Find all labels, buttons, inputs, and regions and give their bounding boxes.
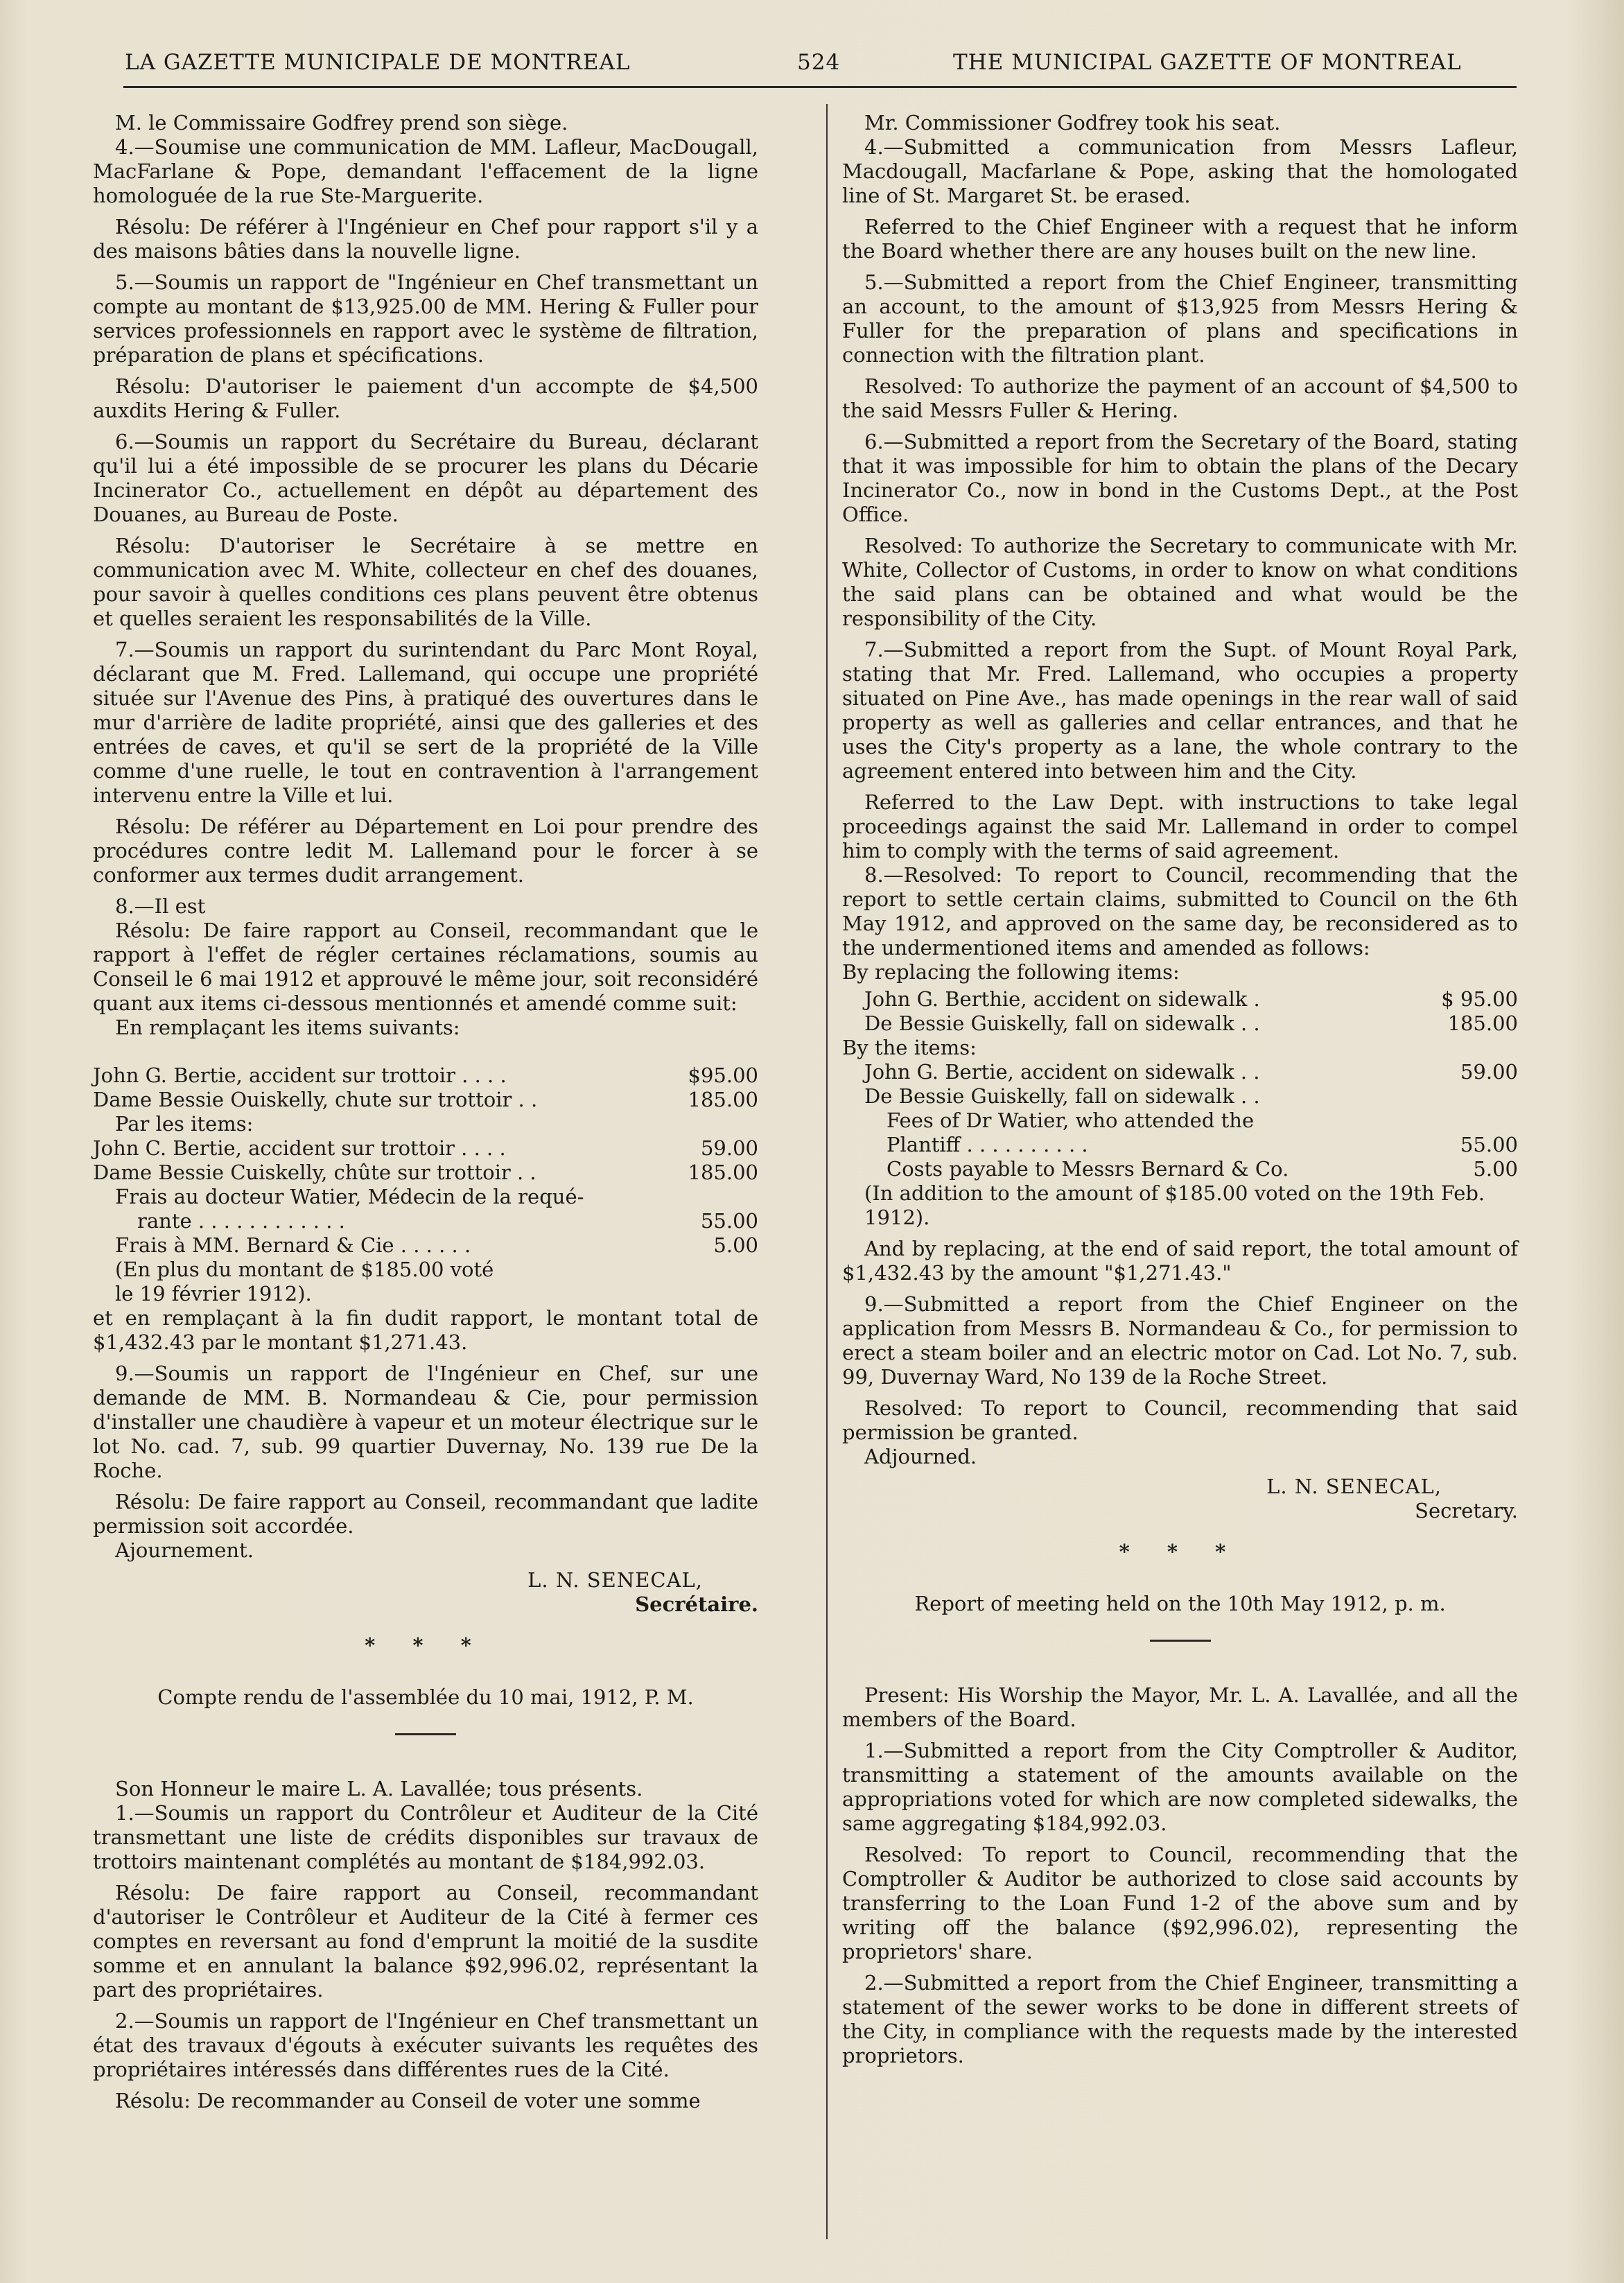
french-column: [93, 111, 758, 2113]
list-subheading: Par les items:: [115, 1112, 254, 1136]
english-column: [842, 111, 1518, 2068]
list-item: Costs payable to Messrs Bernard & Co. 5.00: [887, 1157, 1518, 1181]
paragraph: Resolved: To authorize the payment of an account of $4,500 to the said Messrs Fuller & Hering.: [842, 374, 1518, 422]
signature-title: Secrétaire.: [635, 1592, 758, 1616]
paragraph: Résolu: De référer au Département en Loi pour prendre des procédures contre ledit M. Lallemand pour le forcer à se conformer aux termes dudit arrangement.: [93, 815, 758, 887]
report-title: Report of meeting held on the 10th May 1912, p. m.: [914, 1592, 1446, 1615]
paragraph: And by replacing, at the end of said report, the total amount of $1,432.43 by the amount "$1,271.43.": [842, 1237, 1518, 1285]
paragraph: 6.—Soumis un rapport du Secrétaire du Bureau, déclarant qu'il lui a été impossible de se procurer les plans du Décarie Incinerator Co., actuellement en dépôt au département des Douanes, au Bureau de Poste.: [93, 430, 758, 526]
signature-name: L. N. SENECAL,: [1266, 1475, 1442, 1498]
list-item: De Bessie Guiskelly, fall on sidewalk . .: [864, 1084, 1260, 1108]
paragraph: 9.—Soumis un rapport de l'Ingénieur en Chef, sur une demande de MM. B. Normandeau & Cie, pour permission d'installer une chaudière à vapeur et un moteur électrique sur le lot No. cad. 7, sub. 99 quartier Duvernay, No. 139 rue De la Roche.: [93, 1362, 758, 1482]
signature-name: L. N. SENECAL,: [527, 1568, 703, 1592]
paragraph: Referred to the Law Dept. with instructions to take legal proceedings against the said Mr. Lallemand in order to compel him to comply with the terms of said agreement.: [842, 790, 1518, 862]
paragraph: Résolu: De faire rapport au Conseil, recommandant que ladite permission soit accordée.: [93, 1490, 758, 1538]
list-item: John C. Bertie, accident sur trottoir . . . . 59.00: [93, 1136, 758, 1160]
list-note: (In addition to the amount of $185.00 voted on the 19th Feb. 1912).: [864, 1181, 1485, 1229]
paragraph: 5.—Submitted a report from the Chief Engineer, transmitting an account, to the amount of $13,925 from Messrs Hering & Fuller for the preparation of plans and specifications in connection with the filtration plant.: [842, 270, 1518, 367]
paragraph: M. le Commissaire Godfrey prend son siège.: [115, 111, 568, 134]
paragraph: 2.—Soumis un rapport de l'Ingénieur en Chef transmettant un état des travaux d'égouts à exécuter suivants les requêtes des propriétaires intéressés dans différentes rues de la Cité.: [93, 2009, 758, 2081]
report-title: Compte rendu de l'assemblée du 10 mai, 1912, P. M.: [157, 1685, 694, 1709]
page-number: 524: [797, 50, 841, 75]
paragraph: Ajournement.: [115, 1538, 254, 1562]
paragraph: 8.—Resolved: To report to Council, recommending that the report to settle certain claims, submitted to Council on the 6th May 1912, and approved on the same day, be reconsidered as to the undermentioned items and amended as follows:: [842, 863, 1518, 960]
paragraph: 9.—Submitted a report from the Chief Engineer on the application from Messrs B. Normandeau & Co., for permission to erect a steam boiler and an electric motor on Cad. Lot No. 7, sub. 99, Duvernay Ward, No 139 de la Roche Street.: [842, 1292, 1518, 1389]
header-rule: [123, 86, 1517, 88]
paragraph: 1.—Soumis un rapport du Contrôleur et Auditeur de la Cité transmettant une liste de crédits disponibles sur travaux de trottoirs maintenant complétés au montant de $184,992.03.: [93, 1801, 758, 1873]
paragraph: Adjourned.: [864, 1445, 977, 1468]
paragraph: Present: His Worship the Mayor, Mr. L. A. Lavallée, and all the members of the Board.: [842, 1683, 1518, 1731]
paragraph: En remplaçant les items suivants:: [115, 1016, 460, 1039]
header-french-title: LA GAZETTE MUNICIPALE DE MONTREAL: [125, 50, 631, 75]
list-item: Dame Bessie Ouiskelly, chute sur trottoir . . 185.00: [93, 1088, 758, 1111]
paragraph: 5.—Soumis un rapport de "Ingénieur en Chef transmettant un compte au montant de $13,925.00 de MM. Hering & Fuller pour services professionnels en rapport avec le système de filtration, préparation de plans et spécifications.: [93, 270, 758, 367]
list-item: De Bessie Guiskelly, fall on sidewalk . . 185.00: [864, 1012, 1518, 1035]
paragraph: 7.—Submitted a report from the Supt. of Mount Royal Park, stating that Mr. Fred. Lallemand, who occupies a property situated on Pine Ave., has made openings in the rear wall of said property as well as galleries and cellar entrances, and that he uses the City's property as a lane, the whole contrary to the agreement entered into between him and the City.: [842, 638, 1518, 783]
list-item: Frais au docteur Watier, Médecin de la requé-: [115, 1185, 584, 1208]
column-divider: [826, 104, 828, 2239]
paragraph: Resolved: To report to Council, recommending that the Comptroller & Auditor be authorized to close said accounts by transferring to the Loan Fund 1-2 of the above sum and by writing off the balance ($92,996.02), representing the proprietors' share.: [842, 1843, 1518, 1963]
paragraph: 2.—Submitted a report from the Chief Engineer, transmitting a statement of the sewer works to be done in different streets of the City, in compliance with the requests made by the interested proprietors.: [842, 1971, 1518, 2067]
section-separator: * * *: [365, 1633, 487, 1657]
section-separator: * * *: [1119, 1540, 1241, 1563]
paragraph: Résolu: D'autoriser le Secrétaire à se mettre en communication avec M. White, collecteur en chef des douanes, pour savoir à quelles conditions ces plans peuvent être obtenus et quelles seraient les responsabilités de la Ville.: [93, 534, 758, 630]
paragraph: 1.—Submitted a report from the City Comptroller & Auditor, transmitting a statement of the amounts available on the appropriations voted for which are now completed sidewalks, the same aggregating $184,992.03.: [842, 1739, 1518, 1835]
paragraph: Referred to the Chief Engineer with a request that he inform the Board whether there are any houses built on the new line.: [842, 215, 1518, 263]
list-item: Plantiff . . . . . . . . . . 55.00: [887, 1133, 1518, 1156]
list-item: rante . . . . . . . . . . . . 55.00: [137, 1209, 758, 1233]
list-item: Fees of Dr Watier, who attended the: [887, 1109, 1255, 1132]
page-header: [125, 43, 1510, 85]
paragraph: 4.—Soumise une communication de MM. Lafleur, MacDougall, MacFarlane & Pope, demandant l'effacement de la ligne homologuée de la rue Ste-Marguerite.: [93, 135, 758, 207]
list-item: Dame Bessie Cuiskelly, chûte sur trottoir . . 185.00: [93, 1161, 758, 1184]
paragraph: Resolved: To report to Council, recommending that said permission be granted.: [842, 1396, 1518, 1444]
paragraph: Résolu: D'autoriser le paiement d'un accompte de $4,500 auxdits Hering & Fuller.: [93, 374, 758, 422]
paragraph: 8.—Il est: [115, 894, 206, 918]
paragraph: Résolu: De recommander au Conseil de voter une somme: [115, 2089, 701, 2112]
list-subheading: By the items:: [842, 1036, 977, 1059]
list-note: (En plus du montant de $185.00 voté le 19 février 1912).: [115, 1258, 494, 1305]
short-rule: [395, 1733, 456, 1735]
paragraph: Résolu: De faire rapport au Conseil, recommandant que le rapport à l'effet de régler certaines réclamations, soumis au Conseil le 6 mai 1912 et approuvé le même jour, soit reconsidéré quant aux items ci-dessous mentionnés et amendé comme suit:: [93, 919, 758, 1015]
paragraph: By replacing the following items:: [842, 960, 1180, 984]
paragraph: Résolu: De faire rapport au Conseil, recommandant d'autoriser le Contrôleur et Auditeur de la Cité à fermer ces comptes en reversant au fond d'emprunt la moitié de la susdite somme et en annulant la balance $92,996.02, représentant la part des propriétaires.: [93, 1881, 758, 2002]
paragraph: et en remplaçant à la fin dudit rapport, le montant total de $1,432.43 par le montant $1,271.43.: [93, 1306, 758, 1354]
paragraph: Mr. Commissioner Godfrey took his seat.: [864, 111, 1281, 134]
paragraph: 4.—Submitted a communication from Messrs Lafleur, Macdougall, Macfarlane & Pope, asking that the homologated line of St. Margaret St. be erased.: [842, 135, 1518, 207]
paragraph: 7.—Soumis un rapport du surintendant du Parc Mont Royal, déclarant que M. Fred. Lallemand, qui occupe une propriété située sur l'Avenue des Pins, à pratiqué des ouvertures dans le mur d'arrière de ladite propriété, ainsi que des galleries et des entrées de caves, et qu'il se sert de la propriété de la Ville comme d'une ruelle, le tout en contravention à l'arrangement intervenu entre la Ville et lui.: [93, 638, 758, 807]
paragraph: Résolu: De référer à l'Ingénieur en Chef pour rapport s'il y a des maisons bâties dans la nouvelle ligne.: [93, 215, 758, 263]
list-item: John G. Bertie, accident sur trottoir . . . . $95.00: [93, 1064, 758, 1087]
claims-list: [842, 987, 1518, 1230]
signature-title: Secretary.: [1415, 1499, 1518, 1522]
claims-list: [93, 1064, 758, 1306]
header-english-title: THE MUNICIPAL GAZETTE OF MONTREAL: [953, 50, 1462, 75]
paragraph: Resolved: To authorize the Secretary to communicate with Mr. White, Collector of Customs, in order to know on what conditions the said plans can be obtained and what would be the responsibility of the City.: [842, 534, 1518, 630]
list-item: Frais à MM. Bernard & Cie . . . . . . 5.00: [115, 1233, 758, 1257]
paragraph: 6.—Submitted a report from the Secretary of the Board, stating that it was impossible for him to obtain the plans of the Decary Incinerator Co., now in bond in the Customs Dept., at the Post Office.: [842, 430, 1518, 526]
short-rule: [1150, 1640, 1211, 1642]
paragraph: Son Honneur le maire L. A. Lavallée; tous présents.: [115, 1777, 643, 1800]
list-item: John G. Bertie, accident on sidewalk . . 59.00: [864, 1060, 1518, 1084]
list-item: John G. Berthie, accident on sidewalk . $ 95.00: [864, 987, 1518, 1011]
